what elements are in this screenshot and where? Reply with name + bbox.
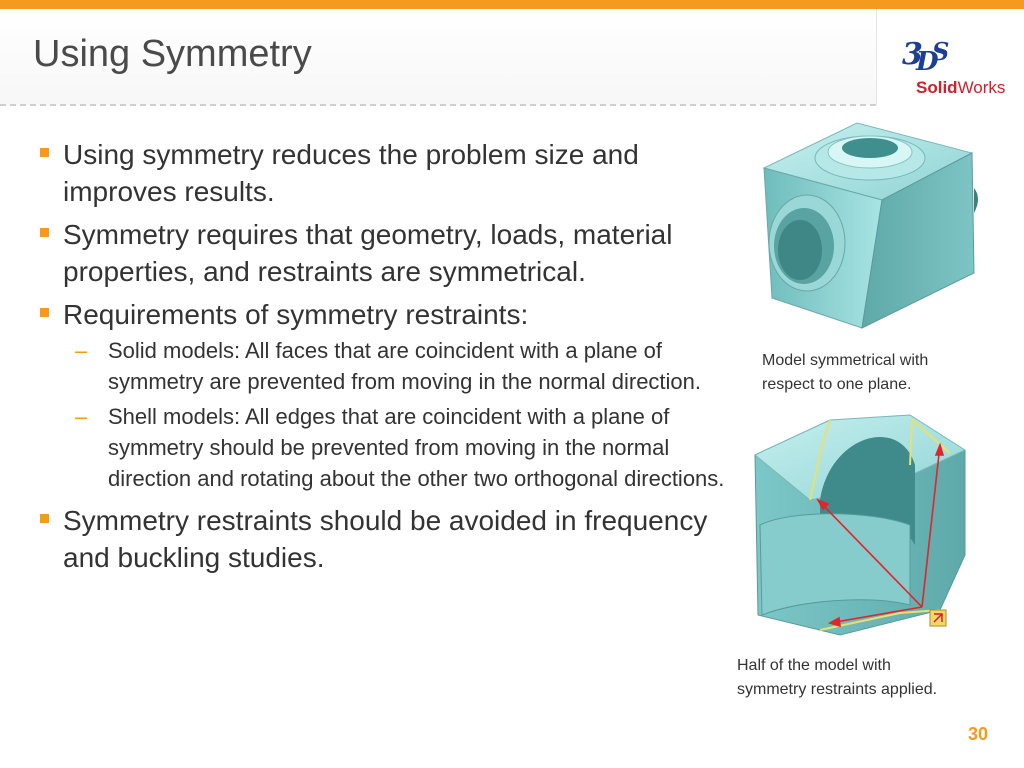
figure-caption-half: Half of the model with symmetry restraints applied. [737, 657, 938, 698]
dash-icon: – [75, 338, 88, 363]
svg-text:S: S [932, 37, 950, 66]
logo-brand-text: SolidWorks [916, 78, 1006, 97]
dash-icon: – [75, 404, 88, 429]
bullet-item [38, 216, 728, 290]
sub-bullet-item [38, 401, 728, 494]
half-model-image [750, 405, 975, 645]
logo-separator [876, 9, 877, 105]
bullet-square-icon [40, 228, 49, 237]
svg-text:3: 3 [902, 37, 923, 72]
bullet-item [38, 136, 728, 210]
figure-caption-full: Model symmetrical with respect to one plane. [762, 352, 929, 393]
bullet-item [38, 502, 728, 576]
page-title: Using Symmetry [33, 33, 312, 75]
sub-bullet-item [38, 335, 728, 397]
bullet-text: Using symmetry reduces the problem size and improves results. [63, 139, 639, 207]
bullet-square-icon [40, 308, 49, 317]
3ds-logo-icon [896, 30, 1006, 80]
bullet-item [38, 296, 728, 333]
bullet-text: Requirements of symmetry restraints: [63, 299, 529, 330]
bullet-text: Symmetry restraints should be avoided in frequency and buckling studies. [63, 505, 708, 573]
bullet-square-icon [40, 514, 49, 523]
sub-bullet-text: Solid models: All faces that are coincident with a plane of symmetry are prevented from moving in the normal direction. [108, 338, 702, 394]
solidworks-logo [896, 30, 1006, 100]
title-divider [0, 104, 876, 106]
svg-text:D: D [916, 47, 939, 77]
bullet-square-icon [40, 148, 49, 157]
bullet-list [38, 136, 728, 582]
bullet-text: Symmetry requires that geometry, loads, material properties, and restraints are symmetrical. [63, 219, 673, 287]
full-model-image [752, 118, 982, 338]
top-accent-bar [0, 0, 1024, 9]
sub-bullet-text: Shell models: All edges that are coincident with a plane of symmetry should be prevented from moving in the normal direction and rotating about the other two orthogonal directions. [108, 404, 725, 491]
page-number: 30 [967, 724, 988, 744]
